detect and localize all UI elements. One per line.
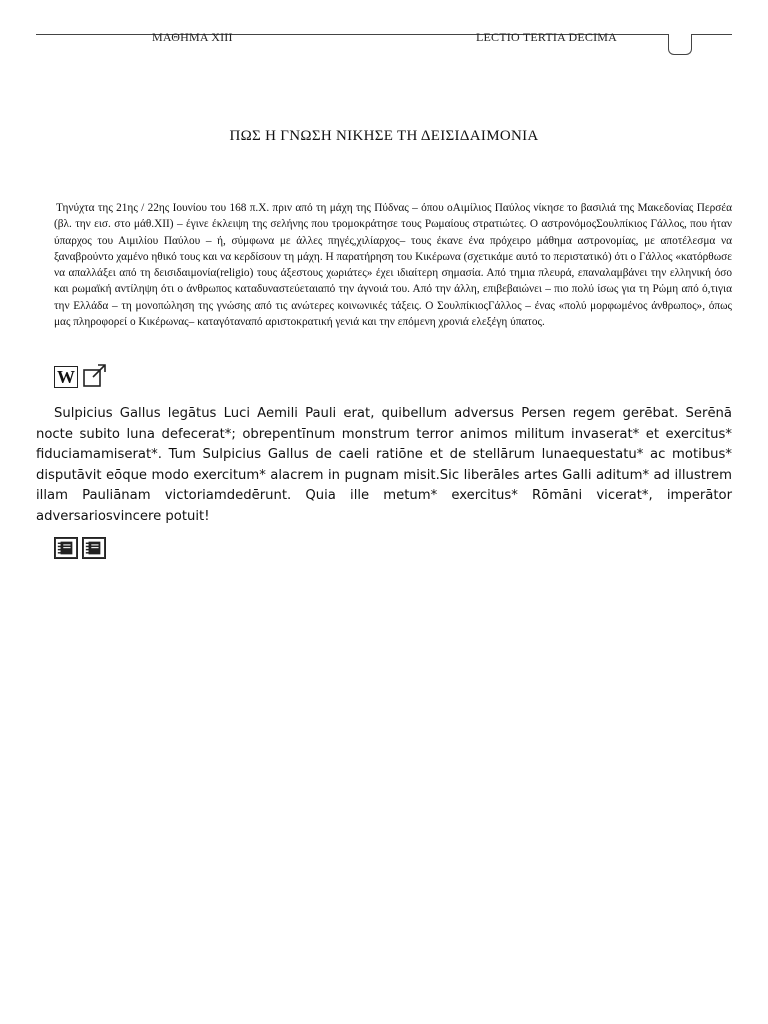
audio-book-links-row [54, 537, 106, 559]
page-title: ΠΩΣ Η ΓΝΩΣΗ ΝΙΚΗΣΕ ΤΗ ΔΕΙΣΙΔΑΙΜΟΝΙΑ [229, 128, 539, 144]
header-rule [36, 34, 732, 35]
header-lesson-greek: ΜΑΘΗΜΑ XIII [152, 30, 233, 44]
page-tab-marker [668, 34, 692, 55]
external-link-icon[interactable] [82, 362, 108, 388]
latin-text-paragraph [36, 404, 732, 528]
page-header [36, 24, 732, 58]
reference-links-row [54, 362, 108, 388]
wikipedia-icon[interactable] [54, 366, 78, 388]
wikipedia-glyph: W [57, 366, 75, 387]
header-lesson-latin: LECTIO TERTIA DECIMA [476, 30, 618, 44]
book-icon[interactable] [82, 537, 106, 559]
greek-introduction-paragraph: Τηνύχτα της 21ης / 22ης Ιουνίου του 168 π.Χ. πριν από τη μάχη της Πύδνας – όπου οΑιμίλιος Παύλος νίκησε το βασιλιά της Μακεδονίας Περσέα (βλ. την εισ. στο μάθ.XII) – έγινε έκλειψη της σελήνης που τρομοκράτησε τους Ρωμαίους στρατιώτες. Ο αστρονόμοςΣουλπίκιος Γάλλος, που ήταν ύπαρχος του Αιμιλίου Παύλου – ή, σύμφωνα με άλλες πηγές,χιλίαρχος– τους έκανε ένα πρόχειρο μάθημα αστρονομίας, με αποτέλεσμα να ξαναβρούντο χαμένο ηθικό τους και να κερδίσουν τη μάχη. Η παρατήρηση του Κικέρωνα (σχετικάμε αυτό το περιστατικό) ότι ο Γάλλος «κατόρθωσε να απαλλάξει από τη δεισιδαιμονία(religio) τους άξεστους χωριάτες» έχει ιδιαίτερη σημασία. Από τημια πλευρά, επαναλαμβάνει την ελληνική όσο και ρωμαϊκή αντίληψη ότι ο άνθρωπος καταδυναστεύεταιαπό την άγνοιά του. Από την άλλη, επιβεβαιώνει – πιο πολύ ίσως για τη Ρώμη από ό,τιγια την Ελλάδα – τη μονοπώληση της γνώσης από τις ανώτερες κοινωνικές τάξεις. Ο ΣουλπίκιοςΓάλλος – ένας «πολύ μορφωμένος άνθρωπος», όπως μας πληροφορεί ο Κικέρωνας– καταγόταναπό αριστοκρατική γενιά και την επόμενη χρονιά ελεξέγη ύπατος. [54, 202, 732, 329]
latin-text: Sulpicius Gallus legātus Luci Aemili Pauli erat, quibellum adversus Persen regem gerēbat. Serēnā nocte subito luna defecerat*; obrepentīnum monstrum terror animos militum invaserat* et exercitus* fiduciamamiserat*. Tum Sulpicius Gallus de caeli ratiōne et de stellārum lunaequestatu* ac motibus* disputāvit eōque modo exercitum* alacrem in pugnam misit.Sic liberāles artes Galli aditum* ad illustrem illam Pauliānam victoriamdedērunt. Quia ille metum* exercitus* Rōmāni vicerat*, imperātor adversariosvincere potuit! [36, 406, 732, 524]
book-icon[interactable] [54, 537, 78, 559]
